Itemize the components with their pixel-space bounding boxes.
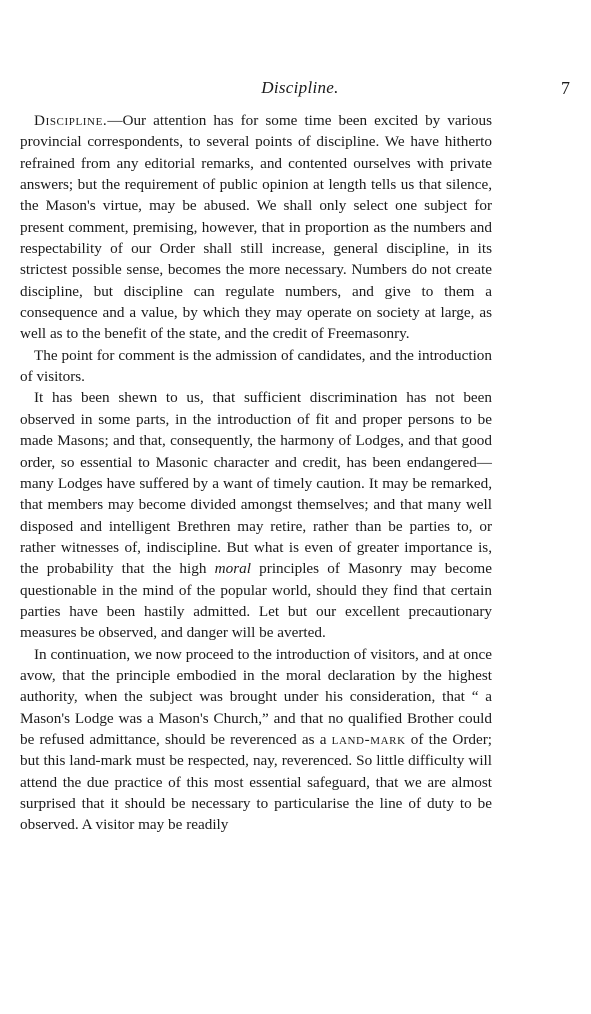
paragraph-text: principles of Masonry may become questionable in the mind of the popular world, should they find that certain parties have been hastily admitted. Let but our excellent precautionary measures be observed, and danger will be averted. [20,560,492,642]
paragraph-text: The point for comment is the admission of candidates, and the introduction of visitors. [20,346,492,386]
paragraph-text: of the Order; but this land-mark must be respected, nay, reverenced. So little difficulty will attend the due practice of this most essential safeguard, that we are almost surprised that it should be necessary to particularise the line of duty to be observed. A visitor may be readily [20,730,492,834]
paragraph-text: It has been shewn to us, that sufficient discrimination has not been observed in some parts, in the introduction of fit and proper persons to be made Masons; and that, consequently, the harmony of Lodges, and that good order, so essential to Masonic character and credit, has been endangered—many Lodges have suffered by a want of timely caution. It may be remarked, that members may become divided amongst themselves; and that many well disposed and intelligent Brethren may retire, rather than be parties to, or rather witnesses of, indiscipline. But what is even of greater importance is, the probability that the high [20,389,492,578]
paragraph-visitors [20,644,492,836]
running-head [30,78,570,102]
paragraph-discipline [20,110,492,345]
paragraph-text: In continuation, we now proceed to the introduction of visitors, and at once avow, that the principle embodied in the moral declaration by the highest authority, when the subject was brought under his consideration, that “ a Mason's Lodge was a Mason's Church,” and that no qualified Brother could be refused admittance, should be reverenced as a [20,645,492,748]
paragraph-text: —Our attention has for some time been excited by various provincial correspondents, to several points of discipline. We have hitherto refrained from any editorial remarks, and contented ourselves with private answers; but the requirement of public opinion at length tells us that silence, the Mason's virtue, may be abused. We shall only select one subject for present comment, premising, however, that in proportion as the numbers and respectability of our Order shall still increase, general discipline, in its strictest possible sense, becomes the more necessary. Numbers do not create discipline, but discipline can regulate numbers, and give to them a consequence and a value, by which they may operate on society at large, as well as to the benefit of the state, and the credit of Freemasonry. [20,112,492,343]
running-title: Discipline. [261,78,339,97]
section-lead: Discipline. [34,112,108,129]
paragraph-candidates [20,387,492,643]
page-number: 7 [561,78,570,98]
body-text [20,110,492,836]
land-mark-term: land-mark [331,730,406,748]
paragraph-point-for-comment [20,345,492,388]
emphasis-moral: moral [214,560,251,578]
